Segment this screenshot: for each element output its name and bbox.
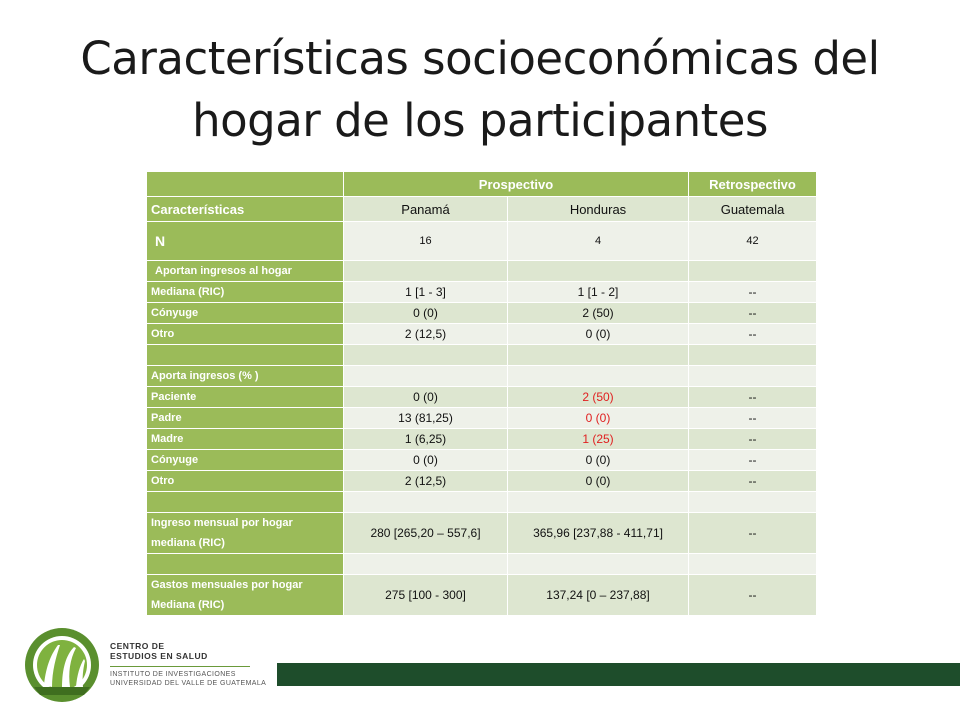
row-label — [147, 554, 344, 575]
cell-panama: 0 (0) — [344, 303, 508, 324]
row-label — [147, 345, 344, 366]
row-label: Padre — [147, 408, 344, 429]
cell-panama: 16 — [344, 222, 508, 261]
group-header-prospectivo: Prospectivo — [344, 172, 689, 197]
cell-panama: 0 (0) — [344, 450, 508, 471]
cell-honduras — [508, 261, 689, 282]
row-label: Cónyuge — [147, 450, 344, 471]
cell-guatemala — [689, 492, 817, 513]
column-header-row — [147, 197, 817, 222]
ces-logo-icon — [22, 625, 262, 705]
cell-panama: 13 (81,25) — [344, 408, 508, 429]
cell-panama — [344, 345, 508, 366]
table-row — [147, 261, 817, 282]
footer-bar — [277, 663, 960, 686]
group-header-row — [147, 172, 817, 197]
table-row — [147, 492, 817, 513]
logo-divider — [110, 666, 250, 667]
cell-honduras: 0 (0) — [508, 450, 689, 471]
cell-guatemala: -- — [689, 324, 817, 345]
cell-honduras — [508, 366, 689, 387]
table-row — [147, 408, 817, 429]
logo-line-3: INSTITUTO DE INVESTIGACIONES — [110, 671, 236, 678]
title-line-2: hogar de los participantes — [192, 94, 768, 147]
table-row — [147, 471, 817, 492]
cell-guatemala: -- — [689, 575, 817, 616]
cell-honduras — [508, 554, 689, 575]
cell-panama: 1 (6,25) — [344, 429, 508, 450]
cell-honduras: 0 (0) — [508, 408, 689, 429]
cell-panama: 275 [100 - 300] — [344, 575, 508, 616]
cell-honduras: 4 — [508, 222, 689, 261]
row-label: Aportan ingresos al hogar — [147, 261, 344, 282]
slide-title — [40, 28, 920, 152]
cell-guatemala — [689, 554, 817, 575]
table-row — [147, 282, 817, 303]
table-row — [147, 222, 817, 261]
row-label: Paciente — [147, 387, 344, 408]
cell-honduras: 137,24 [0 – 237,88] — [508, 575, 689, 616]
logo-line-1: CENTRO DE — [110, 641, 165, 651]
row-label: Otro — [147, 324, 344, 345]
cell-panama: 2 (12,5) — [344, 471, 508, 492]
cell-honduras: 2 (50) — [508, 303, 689, 324]
cell-guatemala: -- — [689, 303, 817, 324]
cell-guatemala: -- — [689, 513, 817, 554]
table-row — [147, 554, 817, 575]
row-label: Aporta ingresos (% ) — [147, 366, 344, 387]
logo-title — [110, 641, 208, 661]
cell-guatemala — [689, 345, 817, 366]
row-label: Ingreso mensual por hogar mediana (RIC) — [147, 513, 344, 554]
cell-honduras: 1 (25) — [508, 429, 689, 450]
column-header-guatemala: Guatemala — [689, 197, 817, 222]
group-header-blank — [147, 172, 344, 197]
cell-panama: 2 (12,5) — [344, 324, 508, 345]
table-row — [147, 429, 817, 450]
table-row — [147, 345, 817, 366]
logo-subtitle — [110, 670, 266, 688]
cell-honduras: 2 (50) — [508, 387, 689, 408]
cell-guatemala — [689, 261, 817, 282]
table-row — [147, 303, 817, 324]
data-table-container — [146, 171, 816, 616]
table-row — [147, 366, 817, 387]
row-label — [147, 492, 344, 513]
table-row — [147, 575, 817, 616]
row-label: Otro — [147, 471, 344, 492]
cell-guatemala: -- — [689, 408, 817, 429]
cell-guatemala: -- — [689, 450, 817, 471]
cell-panama — [344, 554, 508, 575]
group-header-retrospectivo: Retrospectivo — [689, 172, 817, 197]
logo-line-2: ESTUDIOS EN SALUD — [110, 651, 208, 661]
logo-line-4: UNIVERSIDAD DEL VALLE DE GUATEMALA — [110, 680, 267, 687]
row-label: Cónyuge — [147, 303, 344, 324]
cell-honduras: 0 (0) — [508, 324, 689, 345]
column-header-honduras: Honduras — [508, 197, 689, 222]
cell-guatemala: -- — [689, 387, 817, 408]
cell-guatemala: 42 — [689, 222, 817, 261]
cell-honduras — [508, 492, 689, 513]
cell-panama — [344, 366, 508, 387]
table-row — [147, 450, 817, 471]
column-header-panama: Panamá — [344, 197, 508, 222]
cell-honduras: 365,96 [237,88 - 411,71] — [508, 513, 689, 554]
cell-guatemala: -- — [689, 471, 817, 492]
cell-panama: 1 [1 - 3] — [344, 282, 508, 303]
cell-guatemala: -- — [689, 282, 817, 303]
cell-panama: 0 (0) — [344, 387, 508, 408]
cell-panama — [344, 261, 508, 282]
cell-honduras: 0 (0) — [508, 471, 689, 492]
cell-guatemala: -- — [689, 429, 817, 450]
table-row — [147, 513, 817, 554]
cell-panama: 280 [265,20 – 557,6] — [344, 513, 508, 554]
row-label: N — [147, 222, 344, 261]
socioeconomic-table — [146, 171, 817, 616]
title-line-1: Características socioeconómicas del — [80, 32, 880, 85]
row-label: Gastos mensuales por hogar Mediana (RIC) — [147, 575, 344, 616]
cell-panama — [344, 492, 508, 513]
table-row — [147, 387, 817, 408]
cell-honduras: 1 [1 - 2] — [508, 282, 689, 303]
cell-honduras — [508, 345, 689, 366]
column-header-label: Características — [147, 197, 344, 222]
cell-guatemala — [689, 366, 817, 387]
row-label: Madre — [147, 429, 344, 450]
table-row — [147, 324, 817, 345]
row-label: Mediana (RIC) — [147, 282, 344, 303]
